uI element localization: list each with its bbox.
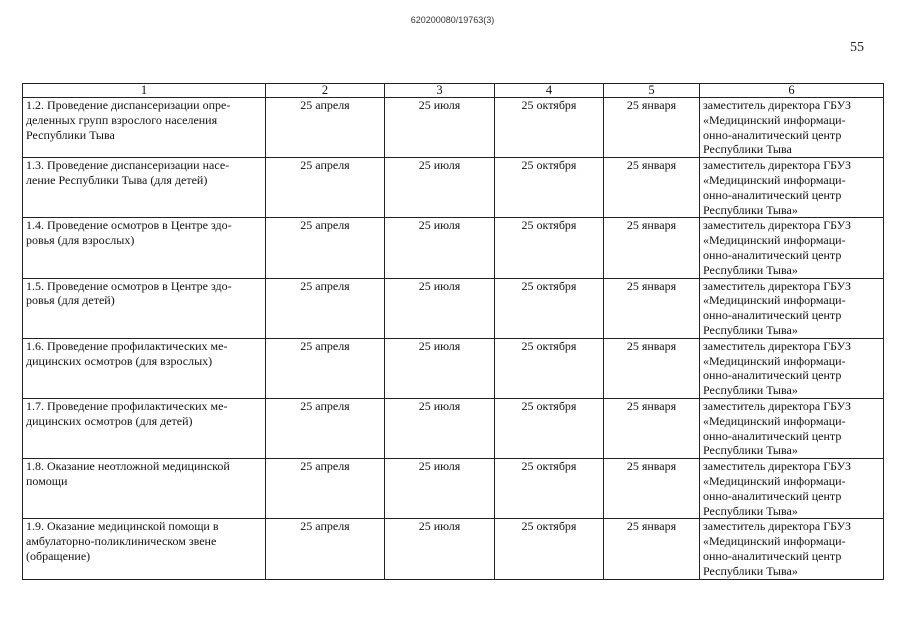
responsible-line: онно-аналитический центр	[703, 548, 842, 563]
table-header-row	[23, 84, 884, 98]
deadline-cell-q1: 25 апреля	[266, 98, 385, 158]
responsible-line: онно-аналитический центр	[703, 187, 842, 202]
activity-name-cell	[23, 398, 266, 458]
responsible-line: «Медицинский информаци-	[703, 473, 846, 488]
activity-name-line: 1.5. Проведение осмотров в Центре здо-	[26, 278, 232, 293]
activity-name-cell	[23, 158, 266, 218]
table-row	[23, 98, 884, 158]
responsible-line: Республики Тыва»	[703, 322, 798, 337]
responsible-line: «Медицинский информаци-	[703, 233, 846, 248]
activity-name-cell	[23, 278, 266, 338]
responsible-line: «Медицинский информаци-	[703, 293, 846, 308]
activity-name-line: ровья (для взрослых)	[26, 233, 135, 248]
column-header: 5	[604, 84, 700, 98]
deadline-cell-q2: 25 июля	[385, 398, 495, 458]
activity-name-line: ровья (для детей)	[26, 293, 115, 308]
deadline-cell-q1: 25 апреля	[266, 338, 385, 398]
deadline-cell-q1: 25 апреля	[266, 158, 385, 218]
responsible-line: заместитель директора ГБУЗ	[703, 459, 852, 474]
activity-name-cell	[23, 338, 266, 398]
responsible-cell	[700, 158, 884, 218]
activity-name-cell	[23, 218, 266, 278]
deadline-cell-q2: 25 июля	[385, 98, 495, 158]
activity-name-cell	[23, 519, 266, 579]
deadline-cell-q4: 25 января	[604, 338, 700, 398]
column-header: 6	[700, 84, 884, 98]
table-row	[23, 158, 884, 218]
deadline-cell-q2: 25 июля	[385, 519, 495, 579]
responsible-cell	[700, 459, 884, 519]
deadline-cell-q1: 25 апреля	[266, 278, 385, 338]
responsible-line: заместитель директора ГБУЗ	[703, 338, 852, 353]
activity-name-line: 1.7. Проведение профилактических ме-	[26, 398, 228, 413]
table-row	[23, 398, 884, 458]
deadline-cell-q1: 25 апреля	[266, 218, 385, 278]
responsible-line: Республики Тыва»	[703, 262, 798, 277]
responsible-line: онно-аналитический центр	[703, 127, 842, 142]
activity-name-line: дицинских осмотров (для детей)	[26, 413, 193, 428]
deadline-cell-q3: 25 октября	[495, 278, 604, 338]
deadline-cell-q3: 25 октября	[495, 459, 604, 519]
responsible-line: онно-аналитический центр	[703, 247, 842, 262]
deadline-cell-q4: 25 января	[604, 519, 700, 579]
activity-name-line: ление Республики Тыва (для детей)	[26, 172, 208, 187]
responsible-line: онно-аналитический центр	[703, 368, 842, 383]
activity-name-line: 1.4. Проведение осмотров в Центре здо-	[26, 218, 232, 233]
responsible-line: «Медицинский информаци-	[703, 112, 846, 127]
table-row	[23, 338, 884, 398]
deadline-cell-q3: 25 октября	[495, 519, 604, 579]
responsible-cell	[700, 278, 884, 338]
deadline-cell-q4: 25 января	[604, 98, 700, 158]
responsible-line: Республики Тыва»	[703, 383, 798, 398]
activity-name-line: Республики Тыва	[26, 127, 115, 142]
activity-name-line: (обращение)	[26, 548, 91, 563]
deadline-cell-q3: 25 октября	[495, 158, 604, 218]
column-header: 3	[385, 84, 495, 98]
responsible-line: Республики Тыва»	[703, 563, 798, 578]
responsible-line: Республики Тыва»	[703, 443, 798, 458]
deadline-cell-q4: 25 января	[604, 398, 700, 458]
deadline-cell-q2: 25 июля	[385, 158, 495, 218]
deadline-cell-q2: 25 июля	[385, 338, 495, 398]
activity-name-line: амбулаторно-поликлиническом звене	[26, 534, 217, 549]
deadline-cell-q3: 25 октября	[495, 338, 604, 398]
activity-name-line: деленных групп взрослого населения	[26, 112, 218, 127]
responsible-line: заместитель директора ГБУЗ	[703, 98, 852, 112]
column-header: 2	[266, 84, 385, 98]
document-id: 620200080/19763(3)	[410, 15, 495, 25]
activity-name-line: 1.9. Оказание медицинской помощи в	[26, 519, 219, 534]
deadline-cell-q1: 25 апреля	[266, 459, 385, 519]
activity-name-cell	[23, 98, 266, 158]
responsible-line: заместитель директора ГБУЗ	[703, 398, 852, 413]
responsible-cell	[700, 218, 884, 278]
deadline-cell-q1: 25 апреля	[266, 519, 385, 579]
activity-name-line: 1.2. Проведение диспансеризации опре-	[26, 98, 231, 112]
activity-name-line: помощи	[26, 473, 68, 488]
table-row	[23, 459, 884, 519]
responsible-line: онно-аналитический центр	[703, 488, 842, 503]
deadline-cell-q3: 25 октября	[495, 398, 604, 458]
deadline-cell-q1: 25 апреля	[266, 398, 385, 458]
activity-name-line: 1.6. Проведение профилактических ме-	[26, 338, 228, 353]
deadline-cell-q3: 25 октября	[495, 98, 604, 158]
activity-name-line: дицинских осмотров (для взрослых)	[26, 353, 213, 368]
deadline-cell-q2: 25 июля	[385, 278, 495, 338]
responsible-cell	[700, 98, 884, 158]
deadline-cell-q4: 25 января	[604, 218, 700, 278]
responsible-line: Республики Тыва»	[703, 202, 798, 217]
activity-name-cell	[23, 459, 266, 519]
responsible-line: заместитель директора ГБУЗ	[703, 519, 852, 534]
table-row	[23, 519, 884, 579]
deadline-cell-q2: 25 июля	[385, 459, 495, 519]
deadline-cell-q3: 25 октября	[495, 218, 604, 278]
deadline-cell-q2: 25 июля	[385, 218, 495, 278]
responsible-line: онно-аналитический центр	[703, 308, 842, 323]
responsible-line: «Медицинский информаци-	[703, 172, 846, 187]
responsible-line: «Медицинский информаци-	[703, 534, 846, 549]
page-number: 55	[850, 40, 864, 55]
activity-name-line: 1.8. Оказание неотложной медицинской	[26, 459, 230, 474]
responsible-line: заместитель директора ГБУЗ	[703, 278, 852, 293]
activity-name-line: 1.3. Проведение диспансеризации насе-	[26, 158, 230, 173]
responsible-line: «Медицинский информаци-	[703, 413, 846, 428]
column-header: 1	[23, 84, 266, 98]
responsible-line: заместитель директора ГБУЗ	[703, 158, 852, 173]
responsible-cell	[700, 398, 884, 458]
table-row	[23, 218, 884, 278]
column-header: 4	[495, 84, 604, 98]
table-row	[23, 278, 884, 338]
responsible-line: Республики Тыва»	[703, 503, 798, 518]
responsible-cell	[700, 338, 884, 398]
responsible-cell	[700, 519, 884, 579]
responsible-line: Республики Тыва	[703, 142, 792, 157]
responsible-line: заместитель директора ГБУЗ	[703, 218, 852, 233]
deadline-cell-q4: 25 января	[604, 459, 700, 519]
responsible-line: «Медицинский информаци-	[703, 353, 846, 368]
deadline-cell-q4: 25 января	[604, 278, 700, 338]
responsible-line: онно-аналитический центр	[703, 428, 842, 443]
schedule-table	[22, 83, 884, 580]
deadline-cell-q4: 25 января	[604, 158, 700, 218]
